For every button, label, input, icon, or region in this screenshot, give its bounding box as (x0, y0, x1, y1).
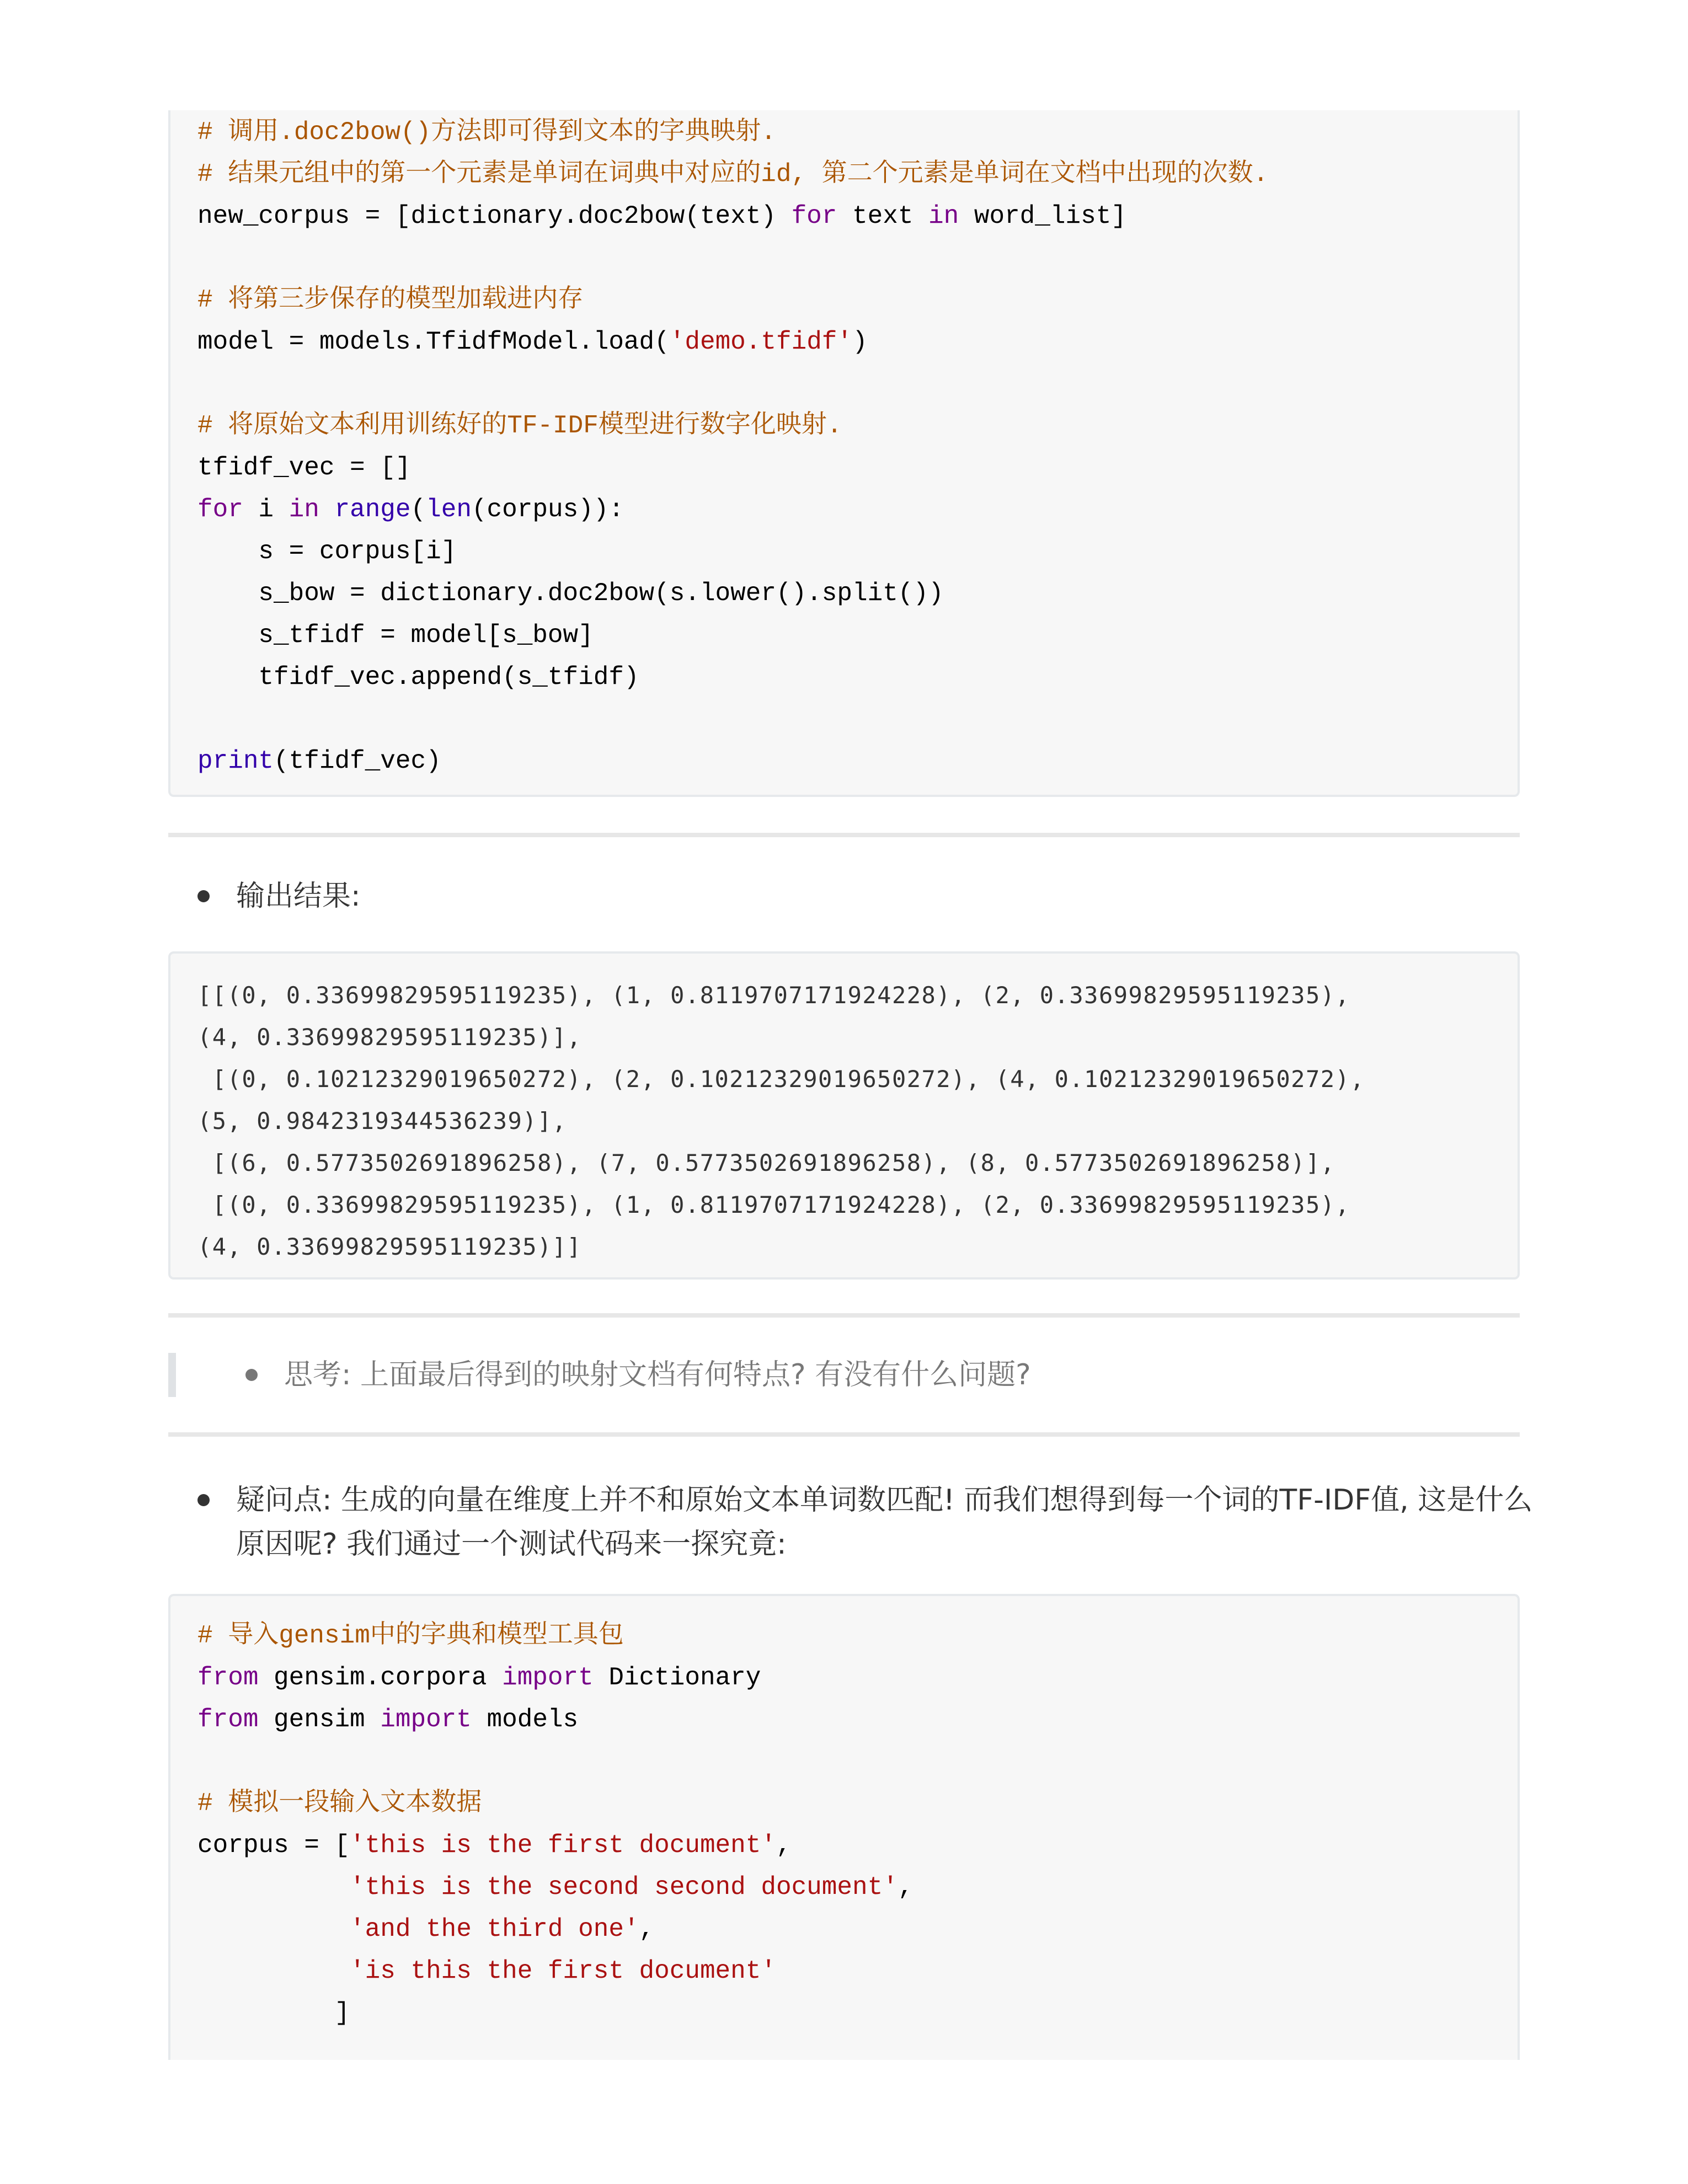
output-line: [(6, 0.5773502691896258), (7, 0.5773502691896258), (8, 0.5773502691896258)], (197, 1149, 1336, 1176)
code-line (197, 1992, 1518, 2034)
code-token-plain: , (639, 1915, 655, 1944)
code-token-builtin: print (197, 747, 274, 775)
code-line (197, 111, 1518, 153)
code-token-comment: # 将第三步保存的模型加载进内存 (197, 286, 584, 314)
code-token-plain (197, 1957, 350, 1985)
code-token-plain: s_bow = dictionary.doc2bow(s.lower().split()) (197, 579, 944, 608)
code-line (197, 1741, 1518, 1782)
code-token-plain (319, 495, 335, 524)
code-line (197, 698, 1518, 740)
blockquote-think (168, 1353, 1520, 1397)
code-token-plain: (tfidf_vec) (274, 747, 441, 775)
output-block (168, 951, 1520, 1280)
output-line: (4, 0.33699829595119235)], (197, 1024, 582, 1051)
code-token-str: 'demo.tfidf' (669, 328, 853, 356)
code-token-plain: models (471, 1705, 579, 1734)
code-token-comment: # 将原始文本利用训练好的TF-IDF模型进行数字化映射. (197, 411, 842, 440)
code-token-kw: import (380, 1705, 472, 1734)
output-label: 输出结果: (236, 880, 361, 913)
code-line (197, 237, 1518, 279)
code-line (197, 614, 1518, 656)
output-label-item (168, 874, 1520, 918)
code-token-plain: tfidf_vec = [] (197, 453, 411, 482)
code-token-plain (197, 1873, 350, 1902)
code-line (197, 1782, 1518, 1824)
code-line (197, 531, 1518, 572)
output-line: [(0, 0.33699829595119235), (1, 0.8119707171924228), (2, 0.33699829595119235), (197, 1191, 1350, 1218)
code-token-str: 'this is the second second document' (350, 1873, 898, 1902)
code-token-kw: in (289, 495, 319, 524)
code-token-plain: , (776, 1831, 792, 1860)
output-line: [[(0, 0.33699829595119235), (1, 0.8119707171924228), (2, 0.33699829595119235), (197, 982, 1350, 1009)
code-token-comment: # 导入gensim中的字典和模型工具包 (197, 1621, 624, 1650)
code-token-plain: gensim (258, 1705, 381, 1734)
code-token-plain: tfidf_vec.append(s_tfidf) (197, 663, 639, 692)
code-token-plain: ) (852, 328, 868, 356)
code-token-plain: Dictionary (593, 1663, 761, 1692)
code-token-plain: ( (410, 495, 426, 524)
code-token-plain: new_corpus = [dictionary.doc2bow(text) (197, 202, 792, 231)
code-block-tfidf-mapping (168, 110, 1520, 797)
blockquote-text: 思考: 上面最后得到的映射文档有何特点? 有没有什么问题? (284, 1358, 1031, 1391)
code-line (197, 321, 1518, 363)
question-text (236, 1478, 1533, 1566)
code-token-plain: i (243, 495, 289, 524)
code-line (197, 279, 1518, 321)
code-line (197, 195, 1518, 237)
code-line (197, 1824, 1518, 1866)
code-line (197, 1908, 1518, 1950)
code-token-builtin: range (334, 495, 411, 524)
code-token-str: 'this is the first document' (350, 1831, 776, 1860)
code-token-kw: for (197, 495, 243, 524)
code-token-comment: # 结果元组中的第一个元素是单词在词典中对应的id, 第二个元素是单词在文档中出现的次数. (197, 160, 1269, 189)
code-token-builtin: len (426, 495, 472, 524)
bullet-icon (245, 1369, 258, 1381)
code-token-plain: model = models.TfidfModel.load( (197, 328, 670, 356)
code-token-plain: (corpus)): (471, 495, 624, 524)
code-token-plain: word_list] (959, 202, 1126, 231)
code-token-plain: text (837, 202, 929, 231)
code-token-plain: s_tfidf = model[s_bow] (197, 621, 594, 650)
bullet-icon (197, 1494, 210, 1506)
code-token-comment: # 调用.doc2bow()方法即可得到文本的字典映射. (197, 118, 776, 147)
code-token-str: 'is this the first document' (350, 1957, 776, 1985)
code-line (197, 405, 1518, 447)
horizontal-rule (168, 833, 1520, 837)
output-line: [(0, 0.10212329019650272), (2, 0.10212329019650272), (4, 0.10212329019650272), (197, 1066, 1365, 1093)
question-item (168, 1478, 1533, 1566)
code-line (197, 447, 1518, 489)
horizontal-rule (168, 1313, 1520, 1318)
code-token-comment: # 模拟一段输入文本数据 (197, 1789, 482, 1818)
code-line (197, 572, 1518, 614)
code-line (197, 1866, 1518, 1908)
code-token-plain: corpus = [ (197, 1831, 350, 1860)
code-token-kw: from (197, 1663, 259, 1692)
code-line (197, 1699, 1518, 1741)
code-token-plain: gensim.corpora (258, 1663, 503, 1692)
code-block-gensim-test (168, 1594, 1520, 2060)
code-line (197, 1657, 1518, 1699)
code-line (197, 1615, 1518, 1657)
question-line-2: 原因呢? 我们通过一个测试代码来一探究竟: (236, 1528, 787, 1561)
code-line (197, 153, 1518, 195)
code-line (197, 363, 1518, 405)
output-line: (4, 0.33699829595119235)]] (197, 1233, 582, 1260)
code-token-plain: s = corpus[i] (197, 537, 457, 566)
code-token-kw: in (928, 202, 959, 231)
code-token-plain: ] (197, 1999, 350, 2027)
output-line: (5, 0.9842319344536239)], (197, 1107, 567, 1134)
code-line (197, 1950, 1518, 1992)
code-line (197, 489, 1518, 531)
horizontal-rule (168, 1432, 1520, 1437)
code-token-plain (197, 1915, 350, 1944)
code-line (197, 740, 1518, 782)
code-token-plain: , (898, 1873, 914, 1902)
bullet-icon (197, 890, 210, 902)
code-token-str: 'and the third one' (350, 1915, 639, 1944)
code-token-kw: for (791, 202, 837, 231)
code-token-kw: from (197, 1705, 259, 1734)
code-token-kw: import (502, 1663, 594, 1692)
question-line-1: 疑问点: 生成的向量在维度上并不和原始文本单词数匹配! 而我们想得到每一个词的TF-IDF值, 这是什么 (236, 1484, 1533, 1517)
code-line (197, 656, 1518, 698)
